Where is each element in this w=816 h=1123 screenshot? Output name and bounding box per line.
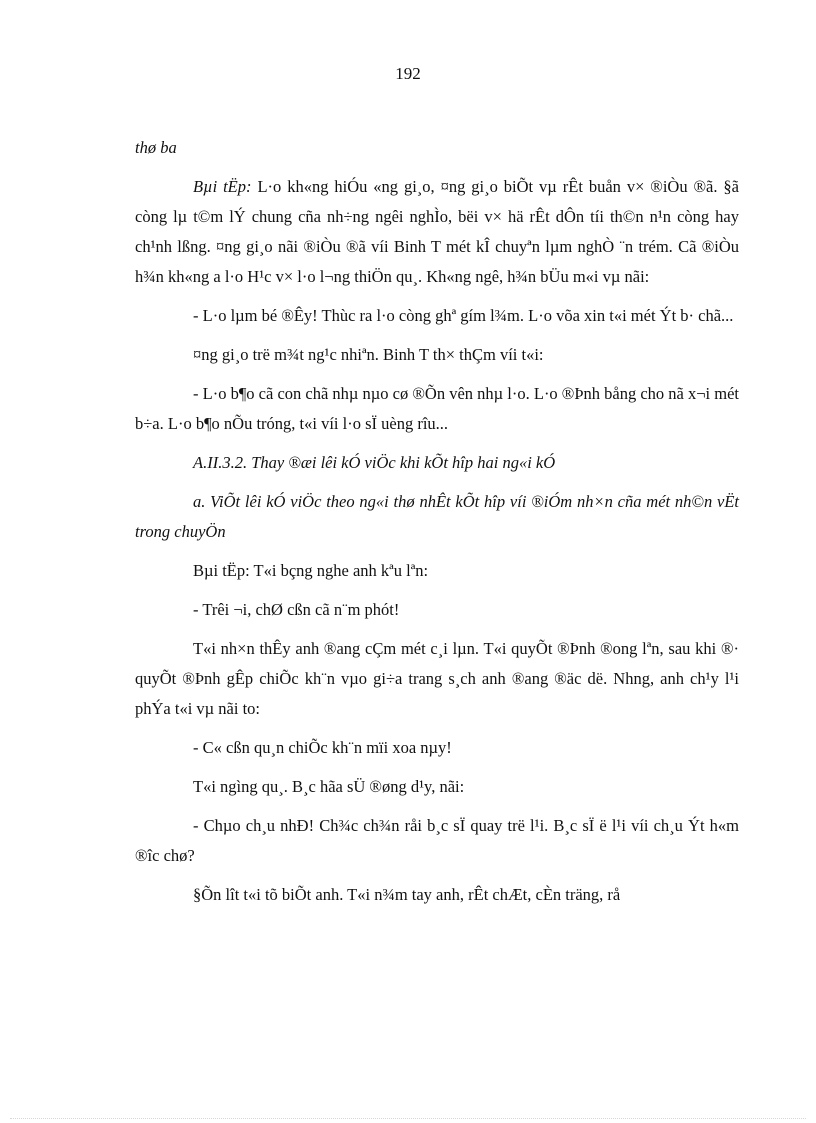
exercise-label: Bµi tËp:	[193, 177, 252, 196]
page-bottom-divider	[10, 1118, 806, 1119]
subsection-heading: a. ViÕt lêi kÓ viÖc theo ng«i thø nhÊt kÕt hîp víi ®iÓm nh×n cña mét nh©n vËt trong chuyÖn	[135, 492, 739, 541]
paragraph-11: - C« cßn qu¸n chiÕc kh¨n mïi xoa nµy!	[193, 738, 452, 757]
paragraph-13: - Chµo ch¸u nhÐ! Ch¾c ch¾n råi b¸c sÏ quay trë l¹i. B¸c sÏ ë l¹i víi ch¸u Ýt h«m ®îc chø?	[135, 816, 739, 865]
paragraph-14: §Õn lît t«i tõ biÕt anh. T«i n¾m tay anh, rÊt chÆt, cÈn träng, rå	[193, 885, 621, 904]
section-heading: A.II.3.2. Thay ®æi lêi kÓ viÖc khi kÕt hîp hai ng«i kÓ	[193, 453, 556, 472]
paragraph-3: - L·o lµm bé ®Êy! Thùc ra l·o còng ghª gím l¾m. L·o võa xin t«i mét Ýt b· chã...	[193, 306, 734, 325]
paragraph-9: - Trêi ¬i, chØ cßn cã n¨m phót!	[193, 600, 400, 619]
paragraph-8: Bµi tËp: T«i bçng nghe anh kªu lªn:	[193, 561, 429, 580]
paragraph-1: thø ba	[135, 138, 177, 157]
document-body	[135, 133, 739, 919]
paragraph-4: ¤ng gi¸o trë m¾t ng¹c nhiªn. Binh T th× thÇm víi t«i:	[193, 345, 544, 364]
paragraph-12: T«i ngìng qu¸. B¸c hãa sÜ ®øng d¹y, nãi:	[193, 777, 465, 796]
paragraph-2	[135, 172, 739, 292]
paragraph-2-text: L·o kh«ng hiÓu «ng gi¸o, ¤ng gi¸o biÕt vµ rÊt buån v× ®iÒu ®ã. §ã còng lµ t©m lÝ chung cña nh÷ng ngêi nghÌo, bëi v× hä rÊt dÔn tíi th©n n¹n còng hay ch¹nh lßng. ¤ng gi¸o nãi ®iÒu ®ã víi Binh T mét kÎ chuyªn lµm nghÒ ¨n trém. Cã ®iÒu h¾n kh«ng a l·o H¹c v× l·o l¬ng thiÖn qu¸. Kh«ng ngê, h¾n bÜu m«i vµ nãi:	[135, 177, 740, 286]
paragraph-10: T«i nh×n thÊy anh ®ang cÇm mét c¸i lµn. T«i quyÕt ®Þnh ®ong lªn, sau khi ®· quyÕt ®Þnh gÊp chiÕc kh¨n vµo gi÷a trang s¸ch anh ®ang ®äc dë. Nhng, anh ch¹y l¹i phÝa t«i vµ nãi to:	[135, 639, 739, 718]
paragraph-5: - L·o b¶o cã con chã nhµ nµo cø ®Õn vên nhµ l·o. L·o ®Þnh bång cho nã x¬i mét b÷a. L·o b¶o nÕu tróng, t«i víi l·o sÏ uèng rîu...	[135, 384, 739, 433]
page-number: 192	[395, 64, 421, 83]
